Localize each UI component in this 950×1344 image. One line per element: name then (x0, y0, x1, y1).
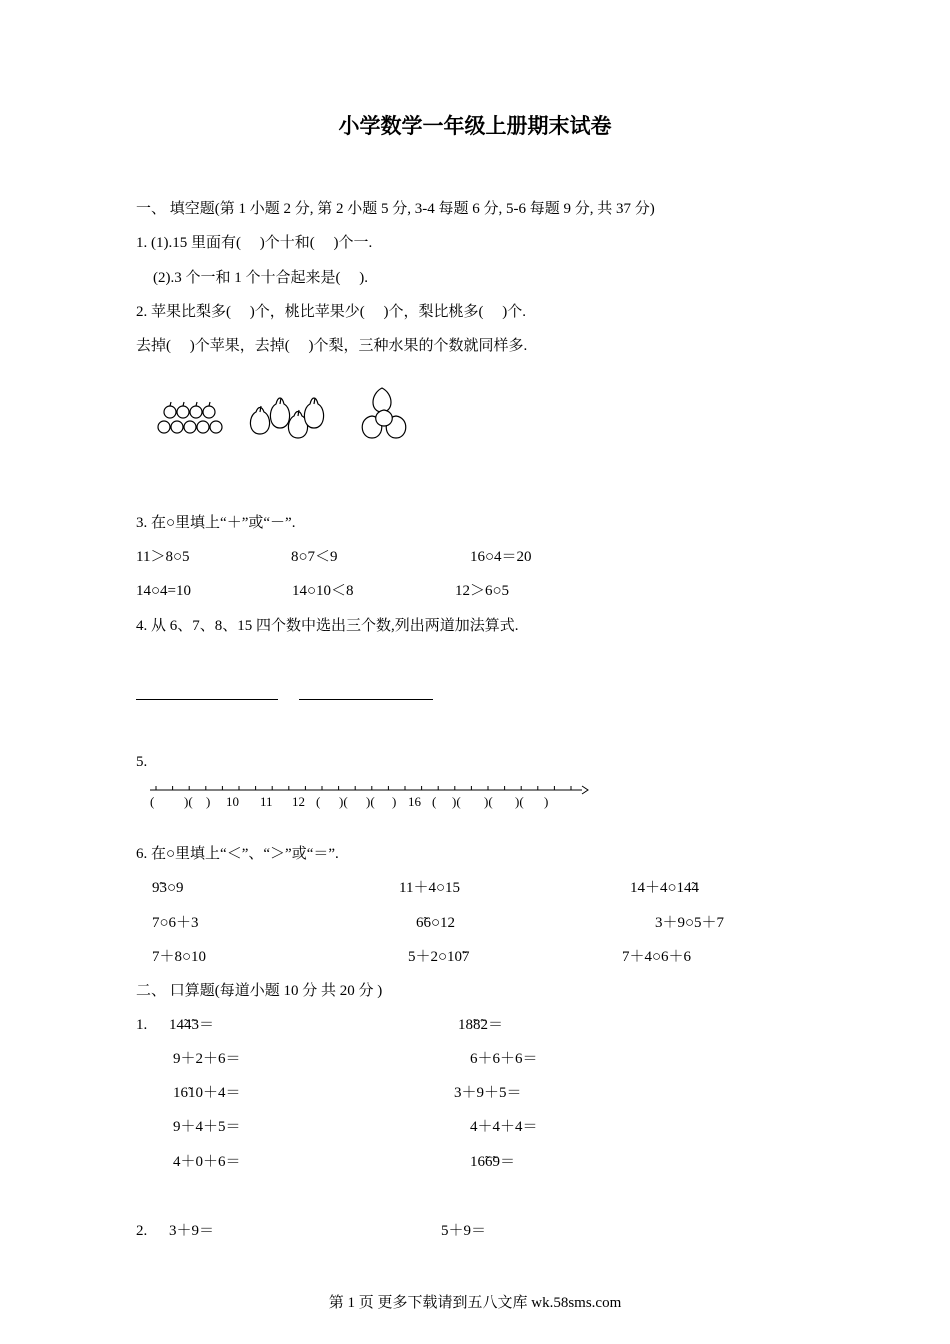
q3-item: 11＞8○5 (136, 549, 190, 565)
number-line-label: 10 (226, 794, 239, 809)
pears-group (250, 398, 323, 438)
apples-group (158, 402, 222, 433)
q6-item: 3＋9○5＋7 (655, 915, 725, 931)
q3-item: 14○4=10 (136, 583, 192, 599)
question-1b: (2).3 个一和 1 个十合起来是( ). (153, 270, 368, 286)
question-3-prompt: 3. 在○里填上“＋”或“－”. (136, 515, 296, 531)
question-6-prompt: 6. 在○里填上“＜”、“＞”或“＝”. (136, 846, 339, 862)
section1-heading: 一、 填空题(第 1 小题 2 分, 第 2 小题 5 分, 3-4 每题 6 分, 5-6 每题 9 分, 共 37 分) (136, 201, 655, 217)
number-line-label: ( (150, 794, 155, 809)
number-line (146, 780, 591, 810)
q6-item: 9̃3○9 (152, 880, 184, 896)
calc-item: 4＋4＋4＝ (470, 1119, 538, 1135)
number-line-label: ( (316, 794, 321, 809)
number-line-label: ) (206, 794, 211, 809)
q6-item: 7＋4○6＋6 (622, 949, 692, 965)
number-line-label: )( (452, 794, 461, 809)
q3-item: 12＞6○5 (455, 583, 510, 599)
q3-item: 8○7＜9 (291, 549, 338, 565)
q6-item: 6̃6○12 (416, 915, 456, 931)
q3-item: 14○10＜8 (292, 583, 354, 599)
calc-item: 14̃4̃3＝ (169, 1017, 215, 1033)
question-1a: 1. (1).15 里面有( )个十和( )个一. (136, 235, 373, 251)
calc-item: 3＋9＋5＝ (454, 1085, 522, 1101)
calc-item: 16̃6̃9＝ (470, 1154, 516, 1170)
q3-item: 16○4＝20 (470, 549, 532, 565)
calc-item: 18̃8̃2＝ (458, 1017, 504, 1033)
q6-item: 7＋8○10 (152, 949, 207, 965)
number-line-label: )( (515, 794, 524, 809)
calc-item: 9＋2＋6＝ (173, 1051, 241, 1067)
calc-item: 5＋9＝ (441, 1223, 487, 1239)
number-line-label: )( (339, 794, 348, 809)
page-footer: 第 1 页 更多下载请到五八文库 wk.58sms.com (328, 1295, 622, 1311)
calc-item: 4＋0＋6＝ (173, 1154, 241, 1170)
number-line-label: 16 (408, 794, 421, 809)
number-line-label: )( (184, 794, 193, 809)
answer-blank-1[interactable] (136, 699, 278, 700)
section2-heading: 二、 口算题(每道小题 10 分 共 20 分 ) (136, 983, 383, 999)
number-line-label: ) (544, 794, 549, 809)
section2-q1-label: 1. (136, 1017, 148, 1033)
peaches-group (362, 388, 406, 438)
number-line-label: ( (432, 794, 437, 809)
calc-item: 16̃10＋4＝ (173, 1085, 241, 1101)
page-title: 小学数学一年级上册期末试卷 (338, 114, 612, 138)
q6-item: 7○6＋3 (152, 915, 199, 931)
q6-item: 5＋2○10̃7 (408, 949, 470, 965)
calc-item: 6＋6＋6＝ (470, 1051, 538, 1067)
number-line-label: 12 (292, 794, 305, 809)
number-line-label: )( (484, 794, 493, 809)
question-2b: 去掉( )个苹果，去掉( )个梨，三种水果的个数就同样多. (136, 338, 528, 354)
question-2a: 2. 苹果比梨多( )个，桃比苹果少( )个，梨比桃多( )个. (136, 304, 526, 320)
answer-blank-2[interactable] (299, 699, 433, 700)
question-5-label: 5. (136, 754, 148, 770)
number-line-label: 11 (260, 794, 273, 809)
number-line-label: ) (392, 794, 397, 809)
q6-item: 14＋4○14̃4 (630, 880, 700, 896)
question-4: 4. 从 6、7、8、15 四个数中选出三个数,列出两道加法算式. (136, 618, 519, 634)
fruit-illustration (150, 382, 420, 444)
section2-q2-label: 2. (136, 1223, 148, 1239)
calc-item: 9＋4＋5＝ (173, 1119, 241, 1135)
calc-item: 3＋9＝ (169, 1223, 215, 1239)
q6-item: 11＋4○15 (399, 880, 461, 896)
number-line-label: )( (366, 794, 375, 809)
